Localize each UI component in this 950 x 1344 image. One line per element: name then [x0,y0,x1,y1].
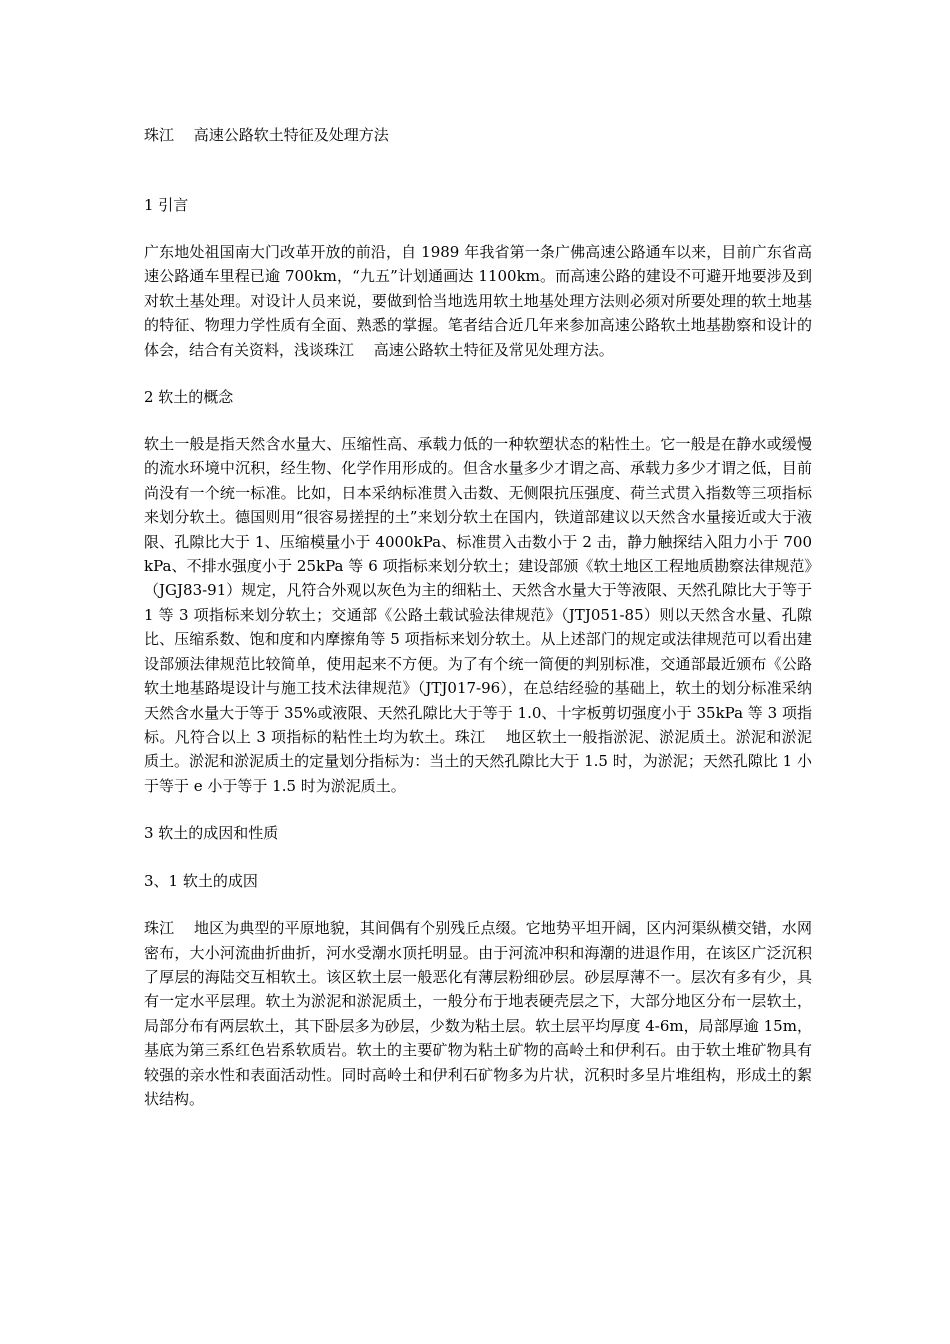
section-heading-introduction: 1 引言 [144,196,189,214]
document-title: 珠江 高速公路软土特征及处理方法 [144,126,389,144]
paragraph-origin: 珠江 地区为典型的平原地貌，其间偶有个别残丘点缀。它地势平坦开阔，区内河渠纵横交错，水网密布，大小河流曲折曲折，河水受潮水顶托明显。由于河流冲积和海潮的进退作用，在该区广泛沉积了厚层的海陆交互相软土。该区软土层一般恶化有薄层粉细砂层。砂层厚薄不一。层次有多有少，具有一定水平层理。软土为淤泥和淤泥质土，一般分布于地表硬壳层之下，大部分地区分布一层软土，局部分布有两层软土，其下卧层多为砂层，少数为粘土层。软土层平均厚度 4-6m，局部厚逾 15m，基底为第三系红色岩系软质岩。软土的主要矿物为粘土矿物的高岭土和伊利石。由于软土堆矿物具有较强的亲水性和表面活动性。同时高岭土和伊利石矿物多为片状，沉积时多呈片堆组构，形成土的絮状结构。 [144,919,812,1108]
subsection-heading-origin: 3、1 软土的成因 [144,872,258,891]
paragraph-soft-soil-concept: 软土一般是指天然含水量大、压缩性高、承载力低的一种软塑状态的粘性土。它一般是在静水或缓慢的流水环境中沉积，经生物、化学作用形成的。但含水量多少才谓之高、承载力多少才谓之低，目前尚没有一个统一标准。比如，日本采纳标准贯入击数、无侧限抗压强度、荷兰式贯入指数等三项指标来划分软土。德国则用“很容易搓捏的土”来划分软土在国内，铁道部建议以天然含水量接近或大于液限、孔隙比大于 1、压缩模量小于 4000kPa、标准贯入击数小于 2 击，静力触探结入阻力小于 700kPa、不排水强度小于 25kPa 等 6 项指标来划分软土；建设部颁《软土地区工程地质勘察法律规范》（JGJ83-91）规定，凡符合外观以灰色为主的细粘土、天然含水量大于等液限、天然孔隙比大于等于 1 等 3 项指标来划分软土；交通部《公路土载试验法律规范》（JTJ051-85）则以天然含水量、孔隙比、压缩系数、饱和度和内摩擦角等 5 项指标来划分软土。从上述部门的规定或法律规范可以看出建设部颁法律规范比较简单，使用起来不方便。为了有个统一简便的判别标准，交通部最近颁布《公路软土地基路堤设计与施工技术法律规范》（JTJ017-96），在总结经验的基础上，软土的划分标准采纳天然含水量大于等于 35%或液限、天然孔隙比大于等于 1.0、十字板剪切强度小于 35kPa 等 3 项指标。凡符合以上 3 项指标的粘性土均为软土。珠江 地区软土一般指淤泥、淤泥质土。淤泥和淤泥质土。淤泥和淤泥质土的定量划分指标为：当土的天然孔隙比大于 1.5 时，为淤泥；天然孔隙比 1 小于等于 e 小于等于 1.5 时为淤泥质土。 [144,435,817,795]
document-page [144,122,817,1133]
section-heading-origin-and-properties: 3 软土的成因和性质 [144,824,279,843]
paragraph-introduction: 广东地处祖国南大门改革开放的前沿，自 1989 年我省第一条广佛高速公路通车以来，目前广东省高速公路通车里程已逾 700km，“九五”计划通画达 1100km。而高速公路的建设不可避开地要涉及到对软土基处理。对设计人员来说，要做到恰当地选用软土地基处理方法则必须对所要处理的软土地基的特征、物理力学性质有全面、熟悉的掌握。笔者结合近几年来参加高速公路软土地基勘察和设计的体会，结合有关资料，浅谈珠江 高速公路软土特征及常见处理方法。 [144,243,812,359]
section-heading-soft-soil-concept: 2 软土的概念 [144,388,234,407]
